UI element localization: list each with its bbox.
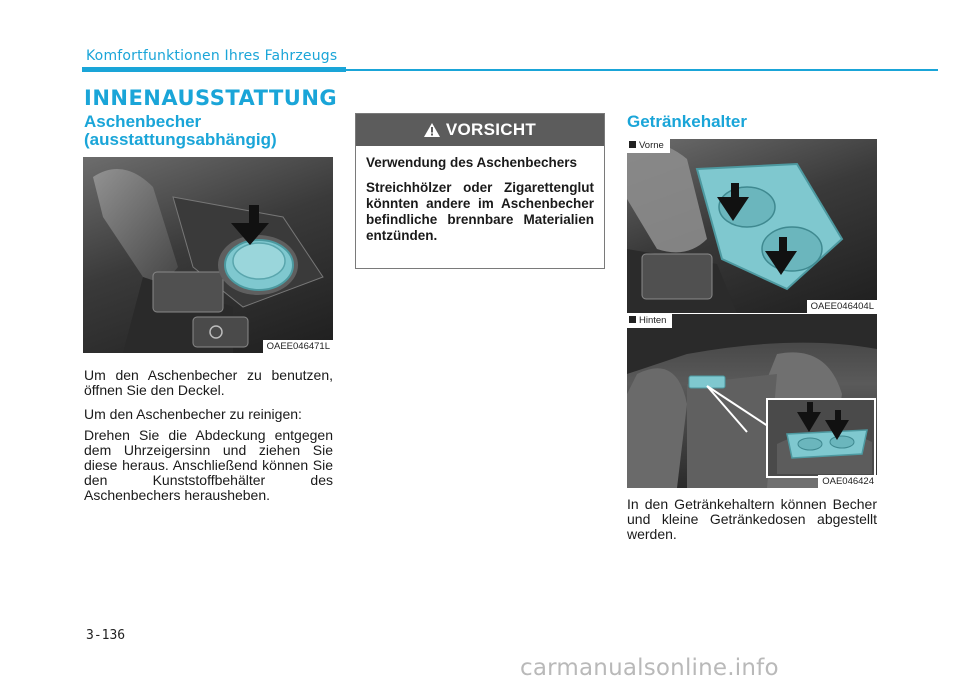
front-label-text: Vorne: [639, 140, 664, 151]
section-title: Komfortfunktionen Ihres Fahrzeugs: [86, 48, 338, 64]
warning-triangle-icon: [424, 123, 440, 137]
ashtray-para-2: Um den Aschenbecher zu reinigen:: [84, 406, 302, 422]
cupholder-front-photo: [627, 139, 877, 313]
ashtray-heading: [84, 113, 277, 149]
cupholder-heading: Getränkehalter: [627, 112, 747, 131]
header-rule-thin: [346, 69, 938, 71]
rear-image-code: OAE046424: [818, 475, 877, 488]
bullet-square-icon: [629, 141, 636, 148]
caution-subtitle: Verwendung des Aschenbechers: [366, 155, 578, 170]
cupholder-front-illustration: [627, 139, 877, 313]
page-number: 3-136: [86, 628, 126, 643]
cupholder-text: In den Getränkehaltern können Becher und kleine Getränkedosen abgestellt werden.: [627, 496, 877, 542]
ashtray-heading-line1: Aschenbecher: [84, 112, 202, 131]
chapter-title: INNENAUSSTATTUNG: [84, 86, 338, 110]
ashtray-photo: [83, 157, 333, 353]
front-label: [627, 139, 670, 153]
bullet-square-icon: [629, 316, 636, 323]
ashtray-image-code: OAEE046471L: [263, 340, 333, 353]
ashtray-illustration: [83, 157, 333, 353]
front-image-code: OAEE046404L: [807, 300, 877, 313]
caution-box: [355, 113, 605, 269]
rear-label-text: Hinten: [639, 315, 667, 326]
watermark: carmanualsonline.info: [520, 655, 779, 681]
caution-title: VORSICHT: [445, 120, 537, 139]
header-rule-thick: [82, 67, 346, 72]
ashtray-para-1: Um den Aschenbecher zu benutzen, öffnen Sie den Deckel.: [84, 367, 333, 398]
cupholder-rear-illustration: [627, 314, 877, 488]
ashtray-para-3: Drehen Sie die Abdeckung entgegen dem Uhrzeigersinn und ziehen Sie diese heraus. Anschließend können Sie den Kunststoffbehälter des Aschenbechers herausheben.: [84, 427, 333, 503]
caution-header: [356, 114, 604, 146]
rear-label: [627, 314, 672, 328]
caution-body: Streichhölzer oder Zigarettenglut könnten andere im Aschenbecher befindliche brennbare Materialien entzünden.: [366, 180, 594, 243]
ashtray-heading-line2: (ausstattungsabhängig): [84, 130, 277, 149]
cupholder-rear-photo: [627, 314, 877, 488]
